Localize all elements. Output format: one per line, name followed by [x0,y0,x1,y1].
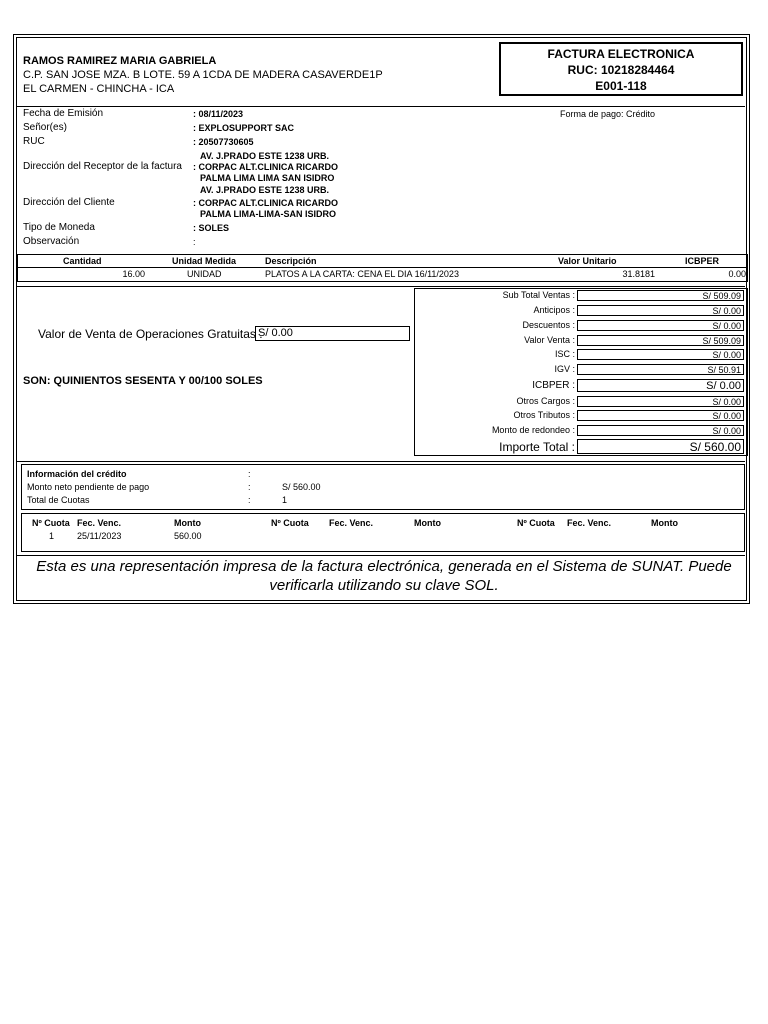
row-icbper: 0.00 [728,269,746,279]
col-cantidad: Cantidad [63,256,102,266]
document-id-box [499,42,743,96]
total-value-isc: S/ 0.00 [577,349,744,360]
cuotas-h-fec-3: Fec. Venc. [567,518,612,528]
row-valor-unitario: 31.8181 [622,269,655,279]
gratuitas-label: Valor de Venta de Operaciones Gratuitas : [38,327,263,341]
dir-cliente-line1: AV. J.PRADO ESTE 1238 URB. [200,185,330,195]
credit-cuotas-label: Total de Cuotas [27,495,90,505]
moneda-label: Tipo de Moneda [23,222,95,233]
total-value-otros-tributos: S/ 0.00 [577,410,744,421]
cuotas-h-monto-2: Monto [414,518,441,528]
total-label-otros-cargos: Otros Cargos : [516,396,575,406]
row-descripcion: PLATOS A LA CARTA: CENA EL DIA 16/11/2023 [265,269,459,279]
fecha-value: : 08/11/2023 [193,109,244,119]
total-label-igv: IGV : [554,364,575,374]
divider [17,555,745,556]
cuotas-h-monto-1: Monto [174,518,201,528]
credit-title: Información del crédito [27,469,127,479]
total-label-subtotal: Sub Total Ventas : [502,290,575,300]
obs-label: Observación [23,236,80,247]
total-label-otros-tributos: Otros Tributos : [513,410,575,420]
dir-receptor-line1: AV. J.PRADO ESTE 1238 URB. [200,151,330,161]
credit-monto-colon: : [248,482,251,492]
divider [17,286,745,287]
total-label-valor-venta: Valor Venta : [524,335,575,345]
cuota-row-number: 1 [49,531,55,541]
total-value-igv: S/ 50.91 [577,364,744,375]
gratuitas-value: S/ 0.00 [255,326,410,341]
cuotas-h-fec-2: Fec. Venc. [329,518,374,528]
dir-cliente-line2: : CORPAC ALT.CLINICA RICARDO [193,198,338,208]
issuer-address-line2: EL CARMEN - CHINCHA - ICA [23,83,175,95]
col-descripcion: Descripción [265,256,317,266]
row-unidad: UNIDAD [187,269,222,279]
total-value-descuentos: S/ 0.00 [577,320,744,331]
cuotas-h-cuota-3: Nº Cuota [517,518,555,528]
issuer-address-line1: C.P. SAN JOSE MZA. B LOTE. 59 A 1CDA DE MADERA CASAVERDE1P [23,69,383,81]
credit-title-colon: : [248,469,251,479]
ruc-value: : 20507730605 [193,137,254,147]
total-value-icbper: S/ 0.00 [577,379,744,392]
total-label-isc: ISC : [554,349,575,359]
obs-value: : [193,237,196,247]
cuotas-h-monto-3: Monto [651,518,678,528]
credit-cuotas-colon: : [248,495,251,505]
cuotas-h-cuota-2: Nº Cuota [271,518,309,528]
cuotas-h-cuota-1: Nº Cuota [32,518,70,528]
dir-receptor-line2: : CORPAC ALT.CLINICA RICARDO [193,162,338,172]
total-label-icbper: ICBPER : [532,380,575,391]
cuotas-h-fec-1: Fec. Venc. [77,518,122,528]
total-label-descuentos: Descuentos : [522,320,575,330]
document-ruc: RUC: 10218284464 [567,63,675,77]
total-value-subtotal: S/ 509.09 [577,290,744,301]
credit-cuotas-value: 1 [282,495,288,505]
col-unidad: Unidad Medida [172,256,237,266]
cuotas-table [21,513,745,552]
issuer-name: RAMOS RAMIREZ MARIA GABRIELA [23,55,217,67]
total-label-importe: Importe Total : [499,440,575,454]
footer-note: Esta es una representación impresa de la factura electrónica, generada en el Sistema de SUNAT. Puede verificarla utilizando su clave SOL. [36,558,732,594]
senor-label: Señor(es) [23,122,67,133]
total-label-anticipos: Anticipos : [533,305,575,315]
total-value-valor-venta: S/ 509.09 [577,335,744,346]
divider [17,106,745,107]
items-header-divider [17,267,748,268]
row-cantidad: 16.00 [122,269,145,279]
cuota-row-fec: 25/11/2023 [77,531,122,541]
total-value-importe: S/ 560.00 [577,439,744,454]
dir-receptor-line3: PALMA LIMA LIMA SAN ISIDRO [200,173,335,183]
divider [17,461,745,462]
total-value-anticipos: S/ 0.00 [577,305,744,316]
total-label-redondeo: Monto de redondeo : [491,425,575,435]
ruc-label: RUC [23,136,45,147]
forma-pago: Forma de pago: Crédito [560,109,656,119]
document-title: FACTURA ELECTRONICA [547,47,695,61]
document-number: E001-118 [595,79,647,93]
dir-cliente-label: Dirección del Cliente [23,197,115,208]
total-value-redondeo: S/ 0.00 [577,425,744,436]
dir-receptor-label: Dirección del Receptor de la factura [23,161,182,172]
credit-monto-value: S/ 560.00 [282,482,321,492]
amount-in-words: SON: QUINIENTOS SESENTA Y 00/100 SOLES [23,375,263,387]
senor-value: : EXPLOSUPPORT SAC [193,123,295,133]
col-icbper: ICBPER [685,256,720,266]
credit-monto-label: Monto neto pendiente de pago [27,482,150,492]
fecha-label: Fecha de Emisión [23,108,104,119]
moneda-value: : SOLES [193,223,230,233]
col-valor-unitario: Valor Unitario [558,256,617,266]
total-value-otros-cargos: S/ 0.00 [577,396,744,407]
dir-cliente-line3: PALMA LIMA-LIMA-SAN ISIDRO [200,209,336,219]
cuota-row-monto: 560.00 [174,531,202,541]
